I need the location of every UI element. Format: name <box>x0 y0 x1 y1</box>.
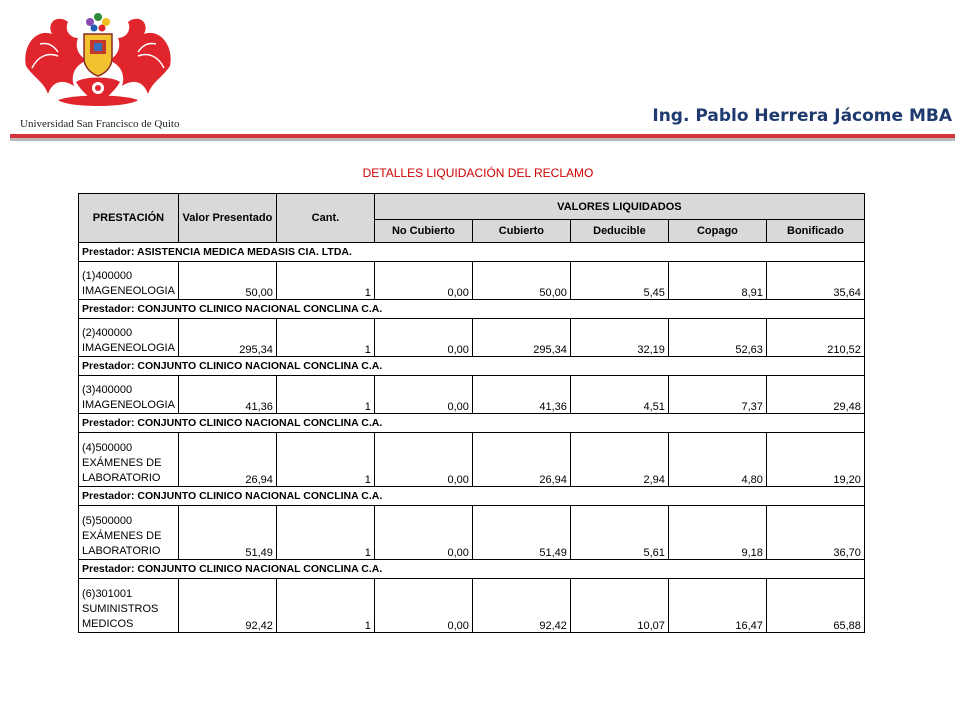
service-line: (3)400000 <box>82 384 133 396</box>
deducible-cell: 32,19 <box>570 319 668 357</box>
bonificado-cell: 19,20 <box>766 433 864 487</box>
deducible-cell: 5,45 <box>570 262 668 300</box>
bonificado-cell: 29,48 <box>766 376 864 414</box>
cubierto-cell: 295,34 <box>472 319 570 357</box>
service-line: (4)500000 <box>82 442 133 454</box>
bonificado-cell: 35,64 <box>766 262 864 300</box>
service-line: (2)400000 <box>82 327 133 339</box>
cant-cell: 1 <box>276 319 374 357</box>
valor-presentado-cell: 50,00 <box>178 262 276 300</box>
provider-name: Prestador: CONJUNTO CLINICO NACIONAL CONCLINA C.A. <box>79 357 865 376</box>
service-line: (5)500000 <box>82 515 133 527</box>
service-line: SUMINISTROS <box>82 603 159 615</box>
service-cell <box>79 319 179 357</box>
no-cubierto-cell: 0,00 <box>374 579 472 633</box>
copago-cell: 7,37 <box>668 376 766 414</box>
provider-row <box>79 357 865 376</box>
cant-cell: 1 <box>276 579 374 633</box>
service-line: IMAGENEOLOGIA <box>82 285 175 297</box>
deducible-cell: 10,07 <box>570 579 668 633</box>
document-title <box>0 166 960 180</box>
header-valor-presentado: Valor Presentado <box>178 194 276 243</box>
university-logo <box>18 8 178 132</box>
provider-name: Prestador: CONJUNTO CLINICO NACIONAL CONCLINA C.A. <box>79 487 865 506</box>
header-no-cubierto: No Cubierto <box>374 220 472 243</box>
service-line: LABORATORIO <box>82 545 161 557</box>
service-line: (1)400000 <box>82 270 133 282</box>
no-cubierto-cell: 0,00 <box>374 319 472 357</box>
provider-name: Prestador: CONJUNTO CLINICO NACIONAL CONCLINA C.A. <box>79 560 865 579</box>
service-line: LABORATORIO <box>82 472 161 484</box>
valor-presentado-cell: 92,42 <box>178 579 276 633</box>
table-row <box>79 579 865 633</box>
header-divider-gray <box>10 138 955 141</box>
provider-name: Prestador: CONJUNTO CLINICO NACIONAL CONCLINA C.A. <box>79 300 865 319</box>
document-title-text: DETALLES LIQUIDACIÓN DEL RECLAMO <box>362 166 594 180</box>
cant-cell: 1 <box>276 506 374 560</box>
service-line: IMAGENEOLOGIA <box>82 399 175 411</box>
service-line: EXÁMENES DE <box>82 457 162 469</box>
header-bonificado: Bonificado <box>766 220 864 243</box>
provider-name: Prestador: ASISTENCIA MEDICA MEDASIS CIA. LTDA. <box>79 243 865 262</box>
table-row <box>79 262 865 300</box>
bonificado-cell: 210,52 <box>766 319 864 357</box>
cubierto-cell: 26,94 <box>472 433 570 487</box>
service-cell <box>79 579 179 633</box>
table-body <box>79 243 865 633</box>
provider-name: Prestador: CONJUNTO CLINICO NACIONAL CONCLINA C.A. <box>79 414 865 433</box>
service-line: (6)301001 <box>82 588 133 600</box>
header-deducible: Deducible <box>570 220 668 243</box>
university-crest-icon <box>18 8 178 120</box>
claim-settlement-table <box>78 193 865 633</box>
no-cubierto-cell: 0,00 <box>374 376 472 414</box>
table-row <box>79 319 865 357</box>
service-cell <box>79 262 179 300</box>
deducible-cell: 2,94 <box>570 433 668 487</box>
table-row <box>79 376 865 414</box>
service-cell <box>79 433 179 487</box>
provider-row <box>79 487 865 506</box>
cubierto-cell: 50,00 <box>472 262 570 300</box>
cant-cell: 1 <box>276 262 374 300</box>
cubierto-cell: 41,36 <box>472 376 570 414</box>
copago-cell: 4,80 <box>668 433 766 487</box>
service-line: IMAGENEOLOGIA <box>82 342 175 354</box>
header-cubierto: Cubierto <box>472 220 570 243</box>
provider-row <box>79 560 865 579</box>
valor-presentado-cell: 295,34 <box>178 319 276 357</box>
valor-presentado-cell: 41,36 <box>178 376 276 414</box>
cubierto-cell: 92,42 <box>472 579 570 633</box>
header-copago: Copago <box>668 220 766 243</box>
table-row <box>79 506 865 560</box>
provider-row <box>79 300 865 319</box>
logo-caption: Universidad San Francisco de Quito <box>20 118 180 130</box>
cant-cell: 1 <box>276 376 374 414</box>
service-line: MEDICOS <box>82 618 134 630</box>
table-row <box>79 433 865 487</box>
header-cant: Cant. <box>276 194 374 243</box>
copago-cell: 52,63 <box>668 319 766 357</box>
author-name: Ing. Pablo Herrera Jácome MBA <box>652 106 952 126</box>
deducible-cell: 5,61 <box>570 506 668 560</box>
provider-row <box>79 414 865 433</box>
copago-cell: 8,91 <box>668 262 766 300</box>
header-prestacion: PRESTACIÓN <box>79 194 179 243</box>
deducible-cell: 4,51 <box>570 376 668 414</box>
cant-cell: 1 <box>276 433 374 487</box>
service-cell <box>79 376 179 414</box>
copago-cell: 9,18 <box>668 506 766 560</box>
valor-presentado-cell: 51,49 <box>178 506 276 560</box>
valor-presentado-cell: 26,94 <box>178 433 276 487</box>
bonificado-cell: 65,88 <box>766 579 864 633</box>
service-line: EXÁMENES DE <box>82 530 162 542</box>
no-cubierto-cell: 0,00 <box>374 506 472 560</box>
provider-row <box>79 243 865 262</box>
cubierto-cell: 51,49 <box>472 506 570 560</box>
header-valores-liquidados: VALORES LIQUIDADOS <box>374 194 864 220</box>
no-cubierto-cell: 0,00 <box>374 262 472 300</box>
bonificado-cell: 36,70 <box>766 506 864 560</box>
service-cell <box>79 506 179 560</box>
copago-cell: 16,47 <box>668 579 766 633</box>
no-cubierto-cell: 0,00 <box>374 433 472 487</box>
